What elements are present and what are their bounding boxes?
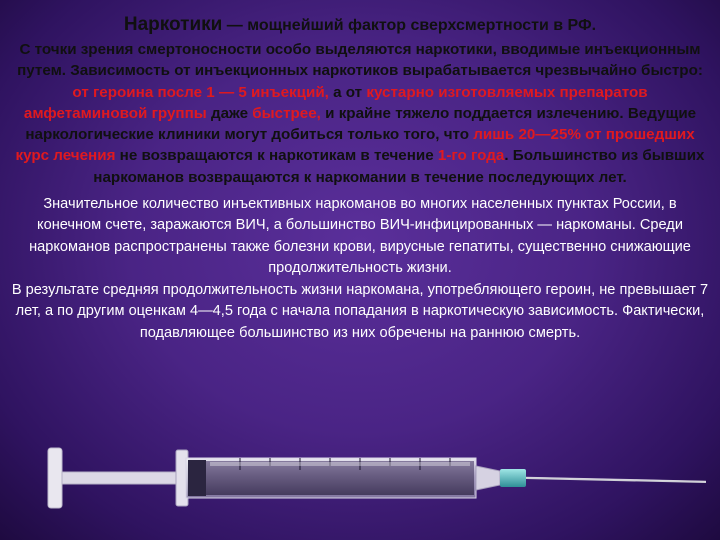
p1-s2: а от — [328, 83, 367, 101]
p1-r3: быстрее, — [252, 104, 321, 122]
title-rest: — мощнейший фактор сверхсмертности в РФ. — [222, 17, 597, 34]
p1-s5: не возвращаются к наркотикам в течение — [115, 147, 438, 165]
syringe-icon — [0, 440, 720, 540]
p1-r4: лишь 20—25% от прошедших курс лечения — [15, 126, 695, 165]
p1-r1: от героина после 1 — 5 инъекций, — [72, 83, 329, 101]
p1-r5: 1-го года — [437, 147, 505, 165]
p2-lifespan: В результате средняя продолжительность жизни наркомана, употребляющего героин, не превышает 7 лет, а по другим оценкам 4—4,5 года с начала попадания в наркотическую зависимость. Фактически, подавляющее большинство из них обречены на раннюю смерть. — [11, 281, 709, 341]
p1-s1: С точки зрения смертоносности особо выделяются наркотики, вводимые инъекционным путем. Зависимость от инъекционных наркотиков вырабатывается чрезвычайно быстро: — [17, 41, 703, 80]
paragraph-injection-drugs — [10, 39, 710, 188]
slide-title — [10, 14, 710, 37]
title-main: Наркотики — [123, 14, 223, 35]
p1-s6: . Большинство из бывших наркоманов возвращаются к наркомании в течение последующих лет. — [93, 147, 705, 186]
p1-s4: и крайне тяжело поддается излечению. Ведущие наркологические клиники могут добиться только того, что — [25, 104, 697, 144]
p1-r2: кустарно изготовляемых препаратов амфетаминовой группы — [23, 83, 648, 122]
paragraph-hiv-lifespan — [10, 194, 710, 344]
p1-s3: даже — [206, 104, 253, 122]
p2-hiv: Значительное количество инъективных наркоманов во многих населенных пунктах России, в конечном счете, заражаются ВИЧ, а большинство ВИЧ-инфицированных — наркоманы. Среди наркоманов распространены также болезни крови, вирусные гепатиты, существенно снижающие продолжительность жизни. — [29, 196, 691, 277]
slide-text — [10, 14, 710, 344]
